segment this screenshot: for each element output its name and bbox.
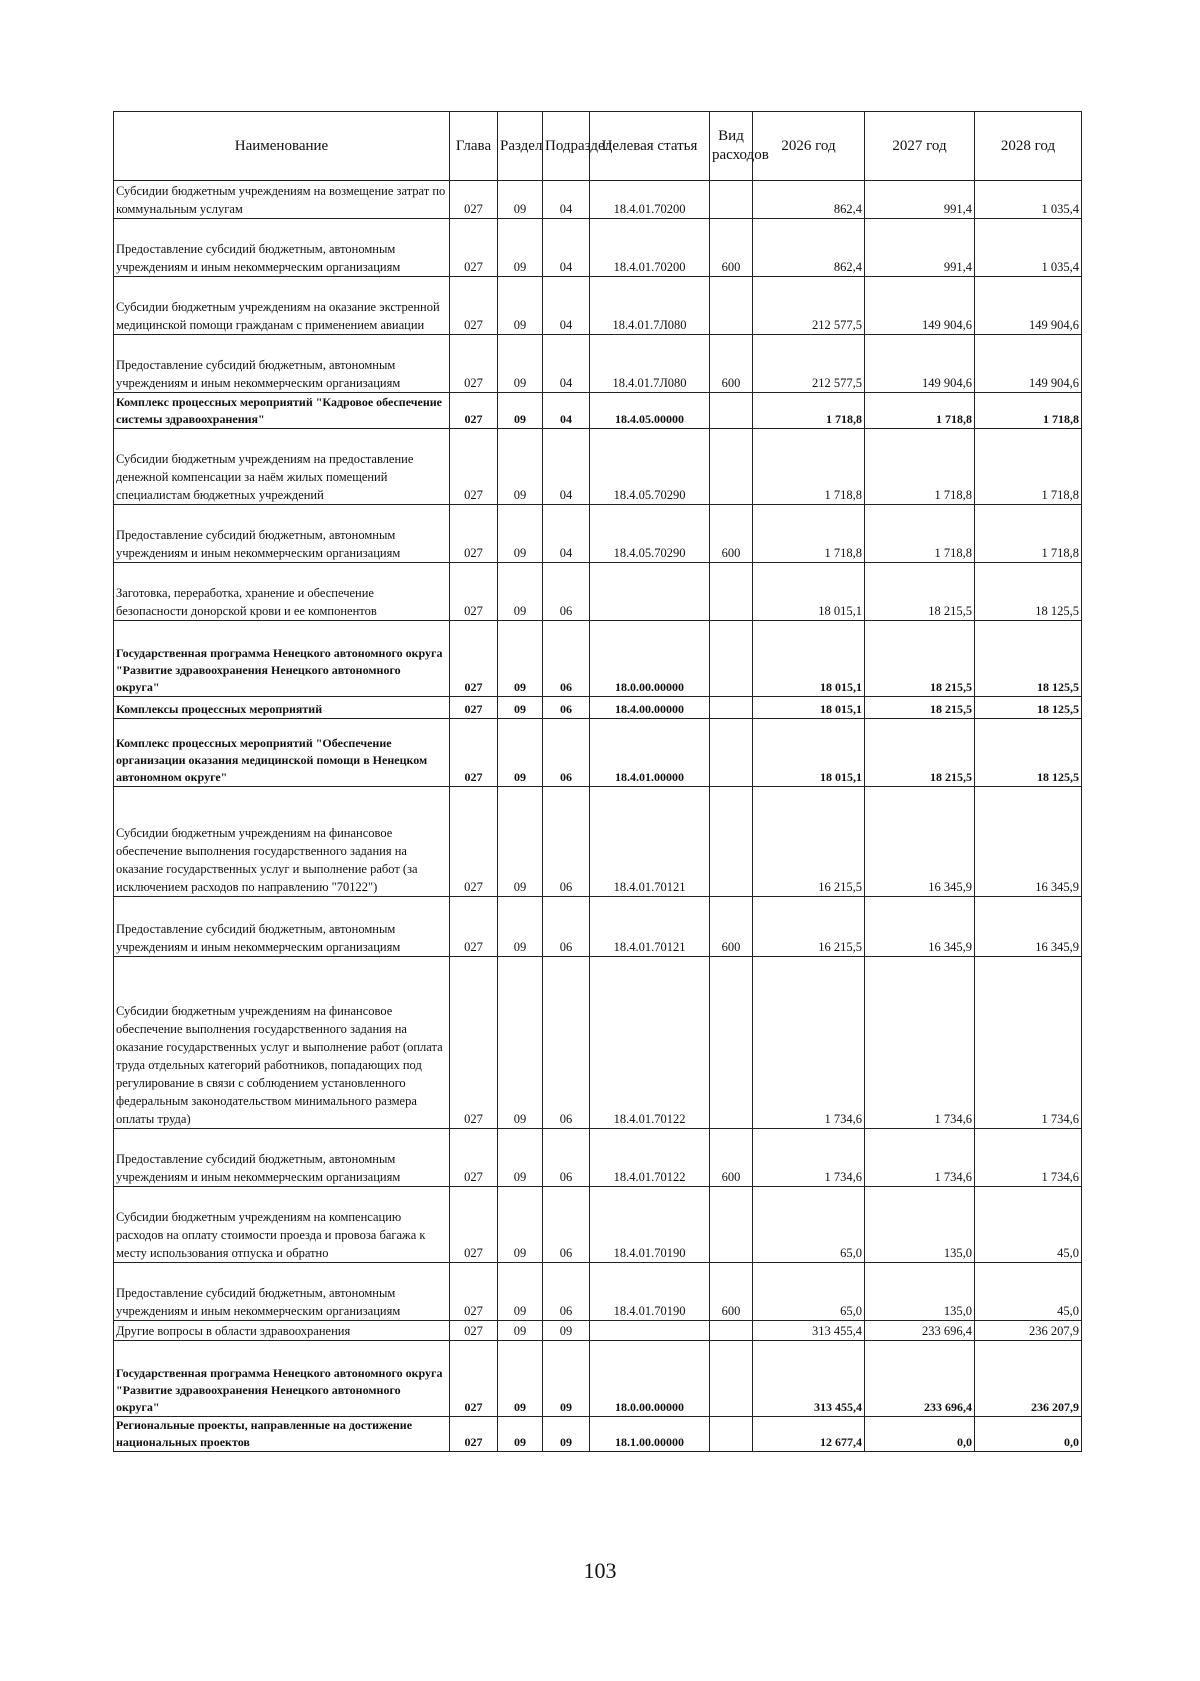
row-2026-cell: 862,4	[753, 181, 865, 219]
table-row	[114, 621, 1082, 697]
row-glava-cell: 027	[450, 563, 498, 621]
table-row	[114, 563, 1082, 621]
row-2027-cell: 16 345,9	[865, 787, 975, 897]
header-vid: Вид расходов	[710, 112, 753, 181]
table-row	[114, 1417, 1082, 1452]
row-2027-cell: 135,0	[865, 1263, 975, 1321]
row-2027-cell: 1 718,8	[865, 393, 975, 429]
row-2028-cell: 1 718,8	[975, 393, 1082, 429]
row-glava-cell: 027	[450, 719, 498, 787]
row-name-cell: Субсидии бюджетным учреждениям на финансовое обеспечение выполнения государственного задания на оказание государственных услуг и выполнение работ (за исключением расходов по направлению "70122")	[114, 787, 450, 897]
row-podrazdel-cell: 06	[543, 1187, 590, 1263]
row-article-cell: 18.0.00.00000	[590, 1341, 710, 1417]
header-2026: 2026 год	[753, 112, 865, 181]
row-2026-cell: 18 015,1	[753, 697, 865, 719]
row-name-cell: Заготовка, переработка, хранение и обеспечение безопасности донорской крови и ее компонентов	[114, 563, 450, 621]
row-2026-cell: 1 734,6	[753, 957, 865, 1129]
row-vid-cell	[710, 1417, 753, 1452]
row-vid-cell	[710, 697, 753, 719]
row-2026-cell: 16 215,5	[753, 897, 865, 957]
row-podrazdel-cell: 04	[543, 393, 590, 429]
row-2028-cell: 1 718,8	[975, 429, 1082, 505]
row-2027-cell: 16 345,9	[865, 897, 975, 957]
table-row	[114, 1187, 1082, 1263]
row-name-cell: Предоставление субсидий бюджетным, автономным учреждениям и иным некоммерческим организациям	[114, 335, 450, 393]
row-glava-cell: 027	[450, 335, 498, 393]
row-vid-cell	[710, 181, 753, 219]
table-row	[114, 1341, 1082, 1417]
row-vid-cell: 600	[710, 335, 753, 393]
row-2028-cell: 45,0	[975, 1187, 1082, 1263]
row-razdel-cell: 09	[498, 1341, 543, 1417]
row-2027-cell: 1 718,8	[865, 429, 975, 505]
row-vid-cell	[710, 957, 753, 1129]
row-article-cell: 18.4.01.70200	[590, 181, 710, 219]
table-row	[114, 505, 1082, 563]
row-2027-cell: 0,0	[865, 1417, 975, 1452]
row-2027-cell: 991,4	[865, 181, 975, 219]
row-name-cell: Субсидии бюджетным учреждениям на оказание экстренной медицинской помощи гражданам с применением авиации	[114, 277, 450, 335]
row-2026-cell: 313 455,4	[753, 1321, 865, 1341]
row-razdel-cell: 09	[498, 429, 543, 505]
header-article: Целевая статья	[590, 112, 710, 181]
row-2027-cell: 18 215,5	[865, 719, 975, 787]
row-glava-cell: 027	[450, 181, 498, 219]
row-razdel-cell: 09	[498, 621, 543, 697]
row-razdel-cell: 09	[498, 1417, 543, 1452]
row-vid-cell	[710, 719, 753, 787]
row-2027-cell: 18 215,5	[865, 563, 975, 621]
row-name-cell: Государственная программа Ненецкого автономного округа "Развитие здравоохранения Ненецкого автономного округа"	[114, 621, 450, 697]
row-podrazdel-cell: 04	[543, 505, 590, 563]
row-glava-cell: 027	[450, 787, 498, 897]
row-podrazdel-cell: 09	[543, 1417, 590, 1452]
row-name-cell: Предоставление субсидий бюджетным, автономным учреждениям и иным некоммерческим организациям	[114, 219, 450, 277]
row-article-cell	[590, 1321, 710, 1341]
row-podrazdel-cell: 06	[543, 787, 590, 897]
table-row	[114, 181, 1082, 219]
row-name-cell: Комплекс процессных мероприятий "Кадровое обеспечение системы здравоохранения"	[114, 393, 450, 429]
table-row	[114, 719, 1082, 787]
row-article-cell: 18.4.01.70190	[590, 1263, 710, 1321]
row-2027-cell: 1 718,8	[865, 505, 975, 563]
table-body	[114, 181, 1082, 1452]
table-row	[114, 277, 1082, 335]
row-2028-cell: 149 904,6	[975, 335, 1082, 393]
row-2026-cell: 212 577,5	[753, 335, 865, 393]
row-name-cell: Субсидии бюджетным учреждениям на предоставление денежной компенсации за наём жилых помещений специалистам бюджетных учреждений	[114, 429, 450, 505]
row-2026-cell: 18 015,1	[753, 621, 865, 697]
row-vid-cell	[710, 1321, 753, 1341]
row-razdel-cell: 09	[498, 277, 543, 335]
row-2026-cell: 313 455,4	[753, 1341, 865, 1417]
row-podrazdel-cell: 04	[543, 335, 590, 393]
row-vid-cell	[710, 429, 753, 505]
row-article-cell: 18.4.01.70122	[590, 957, 710, 1129]
row-glava-cell: 027	[450, 697, 498, 719]
row-name-cell: Предоставление субсидий бюджетным, автономным учреждениям и иным некоммерческим организациям	[114, 505, 450, 563]
row-2027-cell: 991,4	[865, 219, 975, 277]
row-glava-cell: 027	[450, 1187, 498, 1263]
row-article-cell: 18.4.01.70122	[590, 1129, 710, 1187]
row-2027-cell: 135,0	[865, 1187, 975, 1263]
row-razdel-cell: 09	[498, 1321, 543, 1341]
row-2028-cell: 1 718,8	[975, 505, 1082, 563]
header-glava: Глава	[450, 112, 498, 181]
row-article-cell: 18.4.01.70200	[590, 219, 710, 277]
row-article-cell: 18.4.01.7Л080	[590, 277, 710, 335]
budget-table	[113, 111, 1082, 1452]
row-2028-cell: 0,0	[975, 1417, 1082, 1452]
row-article-cell: 18.4.01.00000	[590, 719, 710, 787]
row-2028-cell: 18 125,5	[975, 719, 1082, 787]
row-2027-cell: 233 696,4	[865, 1341, 975, 1417]
table-row	[114, 787, 1082, 897]
table-row	[114, 897, 1082, 957]
row-podrazdel-cell: 06	[543, 897, 590, 957]
table-row	[114, 1129, 1082, 1187]
row-razdel-cell: 09	[498, 563, 543, 621]
row-vid-cell: 600	[710, 505, 753, 563]
row-glava-cell: 027	[450, 1263, 498, 1321]
row-razdel-cell: 09	[498, 957, 543, 1129]
row-2028-cell: 236 207,9	[975, 1321, 1082, 1341]
table-row	[114, 1321, 1082, 1341]
row-2026-cell: 65,0	[753, 1263, 865, 1321]
row-razdel-cell: 09	[498, 335, 543, 393]
row-glava-cell: 027	[450, 219, 498, 277]
table-row	[114, 429, 1082, 505]
table-header-row	[114, 112, 1082, 181]
row-podrazdel-cell: 06	[543, 1263, 590, 1321]
page-number: 103	[583, 1558, 617, 1583]
row-podrazdel-cell: 06	[543, 957, 590, 1129]
row-podrazdel-cell: 04	[543, 429, 590, 505]
row-article-cell: 18.1.00.00000	[590, 1417, 710, 1452]
row-glava-cell: 027	[450, 1321, 498, 1341]
row-glava-cell: 027	[450, 393, 498, 429]
row-vid-cell	[710, 621, 753, 697]
row-2028-cell: 16 345,9	[975, 787, 1082, 897]
table-row	[114, 697, 1082, 719]
row-2028-cell: 16 345,9	[975, 897, 1082, 957]
row-vid-cell	[710, 393, 753, 429]
row-2027-cell: 149 904,6	[865, 335, 975, 393]
row-razdel-cell: 09	[498, 393, 543, 429]
table-row	[114, 219, 1082, 277]
row-vid-cell	[710, 277, 753, 335]
row-vid-cell: 600	[710, 897, 753, 957]
row-glava-cell: 027	[450, 277, 498, 335]
row-podrazdel-cell: 06	[543, 621, 590, 697]
row-name-cell: Другие вопросы в области здравоохранения	[114, 1321, 450, 1341]
row-glava-cell: 027	[450, 897, 498, 957]
table-row	[114, 1263, 1082, 1321]
row-razdel-cell: 09	[498, 897, 543, 957]
row-name-cell: Комплексы процессных мероприятий	[114, 697, 450, 719]
row-razdel-cell: 09	[498, 697, 543, 719]
row-2028-cell: 18 125,5	[975, 621, 1082, 697]
row-vid-cell	[710, 1187, 753, 1263]
row-2027-cell: 18 215,5	[865, 697, 975, 719]
row-2028-cell: 18 125,5	[975, 563, 1082, 621]
row-article-cell: 18.4.05.00000	[590, 393, 710, 429]
row-name-cell: Субсидии бюджетным учреждениям на финансовое обеспечение выполнения государственного задания на оказание государственных услуг и выполнение работ (оплата труда отдельных категорий работников, попадающих под регулирование в связи с соблюдением установленного федеральным законодательством минимального размера оплаты труда)	[114, 957, 450, 1129]
row-name-cell: Комплекс процессных мероприятий "Обеспечение организации оказания медицинской помощи в Ненецком автономном округе"	[114, 719, 450, 787]
row-2027-cell: 149 904,6	[865, 277, 975, 335]
row-razdel-cell: 09	[498, 787, 543, 897]
row-razdel-cell: 09	[498, 1187, 543, 1263]
row-podrazdel-cell: 09	[543, 1341, 590, 1417]
row-name-cell: Субсидии бюджетным учреждениям на возмещение затрат по коммунальным услугам	[114, 181, 450, 219]
row-vid-cell: 600	[710, 1129, 753, 1187]
row-2026-cell: 1 718,8	[753, 429, 865, 505]
row-vid-cell: 600	[710, 1263, 753, 1321]
row-glava-cell: 027	[450, 1417, 498, 1452]
row-razdel-cell: 09	[498, 1129, 543, 1187]
row-2027-cell: 1 734,6	[865, 1129, 975, 1187]
header-2028: 2028 год	[975, 112, 1082, 181]
row-vid-cell	[710, 1341, 753, 1417]
header-2027: 2027 год	[865, 112, 975, 181]
row-podrazdel-cell: 06	[543, 1129, 590, 1187]
row-2028-cell: 1 734,6	[975, 1129, 1082, 1187]
row-podrazdel-cell: 06	[543, 563, 590, 621]
row-glava-cell: 027	[450, 1129, 498, 1187]
row-article-cell: 18.4.05.70290	[590, 429, 710, 505]
row-2026-cell: 1 734,6	[753, 1129, 865, 1187]
header-podrazdel: Подраздел	[543, 112, 590, 181]
row-razdel-cell: 09	[498, 505, 543, 563]
row-article-cell: 18.4.05.70290	[590, 505, 710, 563]
table-row	[114, 335, 1082, 393]
row-2028-cell: 45,0	[975, 1263, 1082, 1321]
row-2026-cell: 12 677,4	[753, 1417, 865, 1452]
row-vid-cell: 600	[710, 219, 753, 277]
row-podrazdel-cell: 09	[543, 1321, 590, 1341]
row-podrazdel-cell: 04	[543, 219, 590, 277]
row-2026-cell: 18 015,1	[753, 719, 865, 787]
table-row	[114, 957, 1082, 1129]
header-name: Наименование	[114, 112, 450, 181]
row-glava-cell: 027	[450, 505, 498, 563]
row-article-cell: 18.4.01.70121	[590, 787, 710, 897]
row-2028-cell: 1 035,4	[975, 219, 1082, 277]
row-razdel-cell: 09	[498, 219, 543, 277]
row-article-cell: 18.4.01.70190	[590, 1187, 710, 1263]
row-2028-cell: 149 904,6	[975, 277, 1082, 335]
row-podrazdel-cell: 04	[543, 181, 590, 219]
table-row	[114, 393, 1082, 429]
row-2028-cell: 1 734,6	[975, 957, 1082, 1129]
row-2026-cell: 16 215,5	[753, 787, 865, 897]
row-2026-cell: 1 718,8	[753, 393, 865, 429]
row-razdel-cell: 09	[498, 1263, 543, 1321]
row-article-cell: 18.4.01.70121	[590, 897, 710, 957]
row-2026-cell: 65,0	[753, 1187, 865, 1263]
row-2027-cell: 18 215,5	[865, 621, 975, 697]
row-2027-cell: 233 696,4	[865, 1321, 975, 1341]
row-name-cell: Региональные проекты, направленные на достижение национальных проектов	[114, 1417, 450, 1452]
row-2026-cell: 1 718,8	[753, 505, 865, 563]
row-article-cell: 18.4.01.7Л080	[590, 335, 710, 393]
row-vid-cell	[710, 563, 753, 621]
row-vid-cell	[710, 787, 753, 897]
row-article-cell: 18.4.00.00000	[590, 697, 710, 719]
row-name-cell: Предоставление субсидий бюджетным, автономным учреждениям и иным некоммерческим организациям	[114, 897, 450, 957]
header-razdel: Раздел	[498, 112, 543, 181]
row-glava-cell: 027	[450, 429, 498, 505]
row-2028-cell: 236 207,9	[975, 1341, 1082, 1417]
row-article-cell: 18.0.00.00000	[590, 621, 710, 697]
row-2026-cell: 212 577,5	[753, 277, 865, 335]
row-2026-cell: 18 015,1	[753, 563, 865, 621]
row-podrazdel-cell: 06	[543, 697, 590, 719]
row-glava-cell: 027	[450, 621, 498, 697]
row-name-cell: Предоставление субсидий бюджетным, автономным учреждениям и иным некоммерческим организациям	[114, 1263, 450, 1321]
row-2028-cell: 1 035,4	[975, 181, 1082, 219]
row-2028-cell: 18 125,5	[975, 697, 1082, 719]
row-podrazdel-cell: 04	[543, 277, 590, 335]
row-glava-cell: 027	[450, 957, 498, 1129]
row-name-cell: Государственная программа Ненецкого автономного округа "Развитие здравоохранения Ненецкого автономного округа"	[114, 1341, 450, 1417]
row-2027-cell: 1 734,6	[865, 957, 975, 1129]
row-name-cell: Предоставление субсидий бюджетным, автономным учреждениям и иным некоммерческим организациям	[114, 1129, 450, 1187]
row-glava-cell: 027	[450, 1341, 498, 1417]
row-name-cell: Субсидии бюджетным учреждениям на компенсацию расходов на оплату стоимости проезда и провоза багажа к месту использования отпуска и обратно	[114, 1187, 450, 1263]
row-article-cell	[590, 563, 710, 621]
row-podrazdel-cell: 06	[543, 719, 590, 787]
row-2026-cell: 862,4	[753, 219, 865, 277]
row-razdel-cell: 09	[498, 181, 543, 219]
row-razdel-cell: 09	[498, 719, 543, 787]
